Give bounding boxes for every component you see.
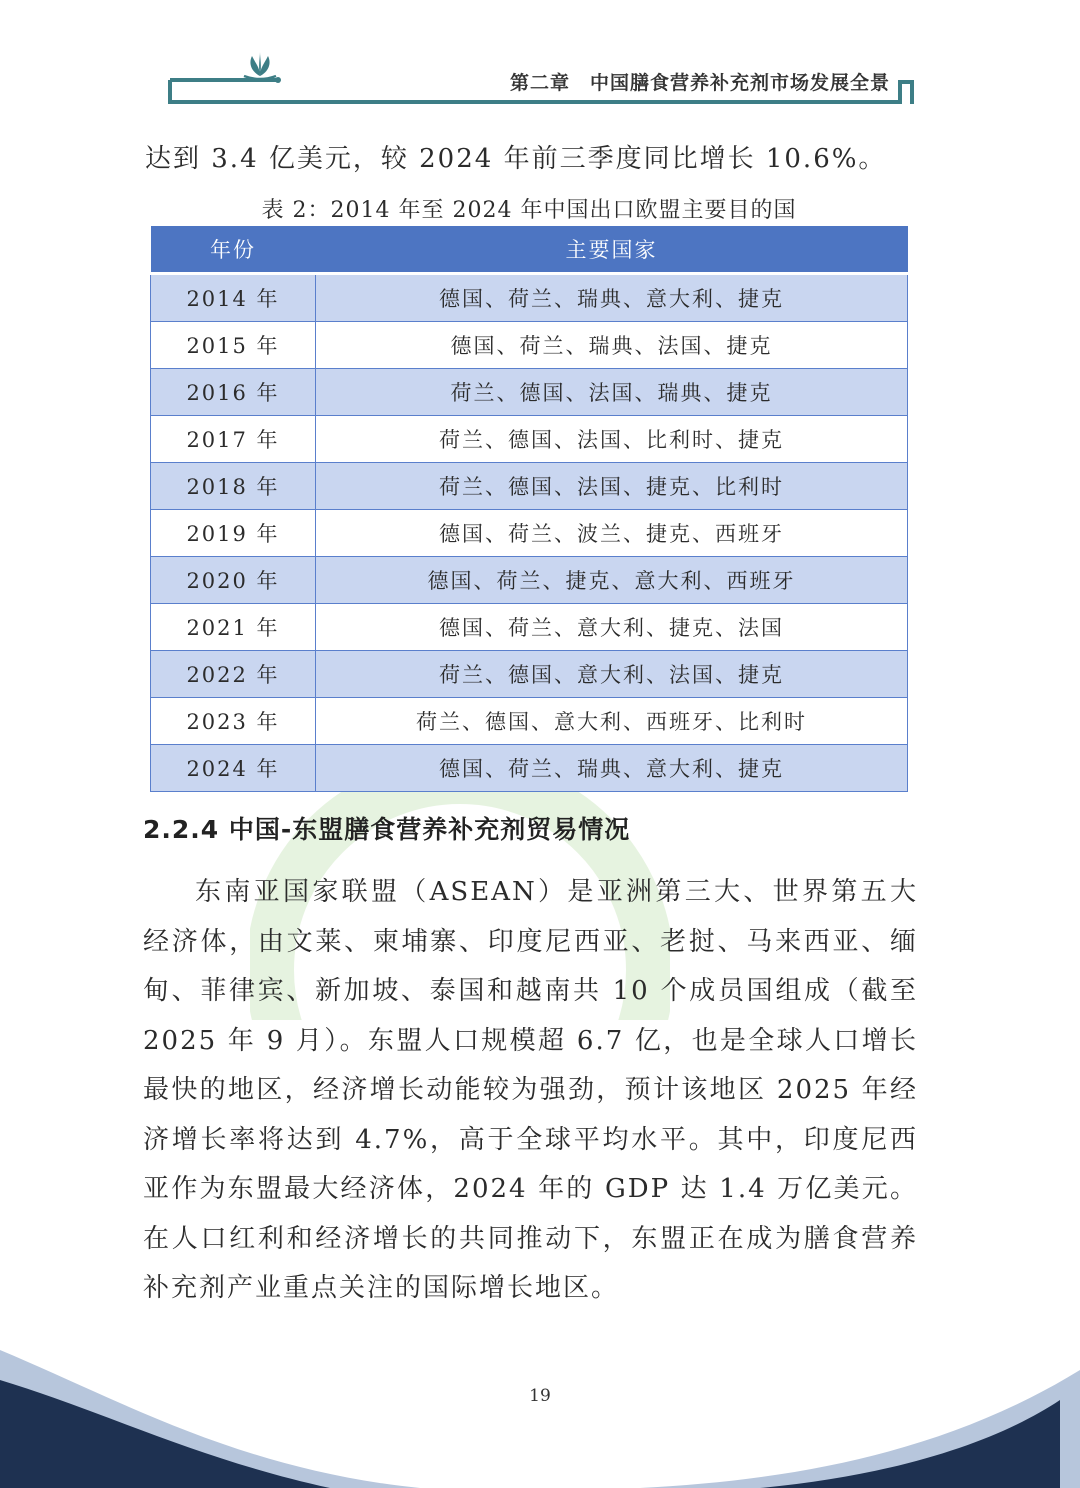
table-row [151, 651, 908, 698]
countries-cell: 德国、荷兰、瑞典、意大利、捷克 [316, 274, 908, 322]
table-row [151, 369, 908, 416]
table-caption: 表 2：2014 年至 2024 年中国出口欧盟主要目的国 [261, 198, 797, 223]
countries-cell: 荷兰、德国、意大利、法国、捷克 [316, 651, 908, 698]
year-cell: 2022 年 [151, 651, 316, 698]
table-row [151, 274, 908, 322]
table-row [151, 557, 908, 604]
year-cell: 2024 年 [151, 745, 316, 792]
countries-cell: 荷兰、德国、法国、瑞典、捷克 [316, 369, 908, 416]
countries-cell: 德国、荷兰、意大利、捷克、法国 [316, 604, 908, 651]
year-cell: 2019 年 [151, 510, 316, 557]
year-cell: 2017 年 [151, 416, 316, 463]
table-row [151, 745, 908, 792]
countries-cell: 荷兰、德国、意大利、西班牙、比利时 [316, 698, 908, 745]
table-row [151, 510, 908, 557]
year-cell: 2023 年 [151, 698, 316, 745]
export-destinations-table [150, 226, 908, 792]
year-cell: 2014 年 [151, 274, 316, 322]
intro-line: 达到 3.4 亿美元，较 2024 年前三季度同比增长 10.6%。 [145, 144, 887, 174]
year-cell: 2018 年 [151, 463, 316, 510]
footer-wave-decoration [0, 1330, 1080, 1488]
column-header-countries: 主要国家 [316, 226, 908, 274]
year-cell: 2021 年 [151, 604, 316, 651]
countries-cell: 德国、荷兰、捷克、意大利、西班牙 [316, 557, 908, 604]
page-number: 19 [529, 1386, 551, 1406]
table-row [151, 463, 908, 510]
year-cell: 2015 年 [151, 322, 316, 369]
countries-cell: 荷兰、德国、法国、比利时、捷克 [316, 416, 908, 463]
section-paragraph: 东南亚国家联盟（ASEAN）是亚洲第三大、世界第五大经济体，由文莱、柬埔寨、印度尼西亚、老挝、马来西亚、缅甸、菲律宾、新加坡、泰国和越南共 10 个成员国组成（截至 2025 年 9 月）。东盟人口规模超 6.7 亿，也是全球人口增长最快的地区，经济增长动能较为强劲，预计该地区 2025 年经济增长率将达到 4.7%，高于全球平均水平。其中，印度尼西亚作为东盟最大经济体，2024 年的 GDP 达 1.4 万亿美元。在人口红利和经济增长的共同推动下，东盟正在成为膳食营养补充剂产业重点关注的国际增长地区。 [143, 877, 918, 1303]
chapter-title: 第二章 中国膳食营养补充剂市场发展全景 [509, 72, 890, 94]
table-row [151, 322, 908, 369]
table-header-row [151, 226, 908, 274]
table-row [151, 416, 908, 463]
countries-cell: 荷兰、德国、法国、捷克、比利时 [316, 463, 908, 510]
countries-cell: 德国、荷兰、瑞典、意大利、捷克 [316, 745, 908, 792]
countries-cell: 德国、荷兰、波兰、捷克、西班牙 [316, 510, 908, 557]
countries-cell: 德国、荷兰、瑞典、法国、捷克 [316, 322, 908, 369]
table-row [151, 698, 908, 745]
year-cell: 2020 年 [151, 557, 316, 604]
year-cell: 2016 年 [151, 369, 316, 416]
lotus-icon [244, 52, 276, 79]
column-header-year: 年份 [151, 226, 316, 274]
section-heading: 2.2.4 中国-东盟膳食营养补充剂贸易情况 [143, 815, 631, 844]
table-row [151, 604, 908, 651]
